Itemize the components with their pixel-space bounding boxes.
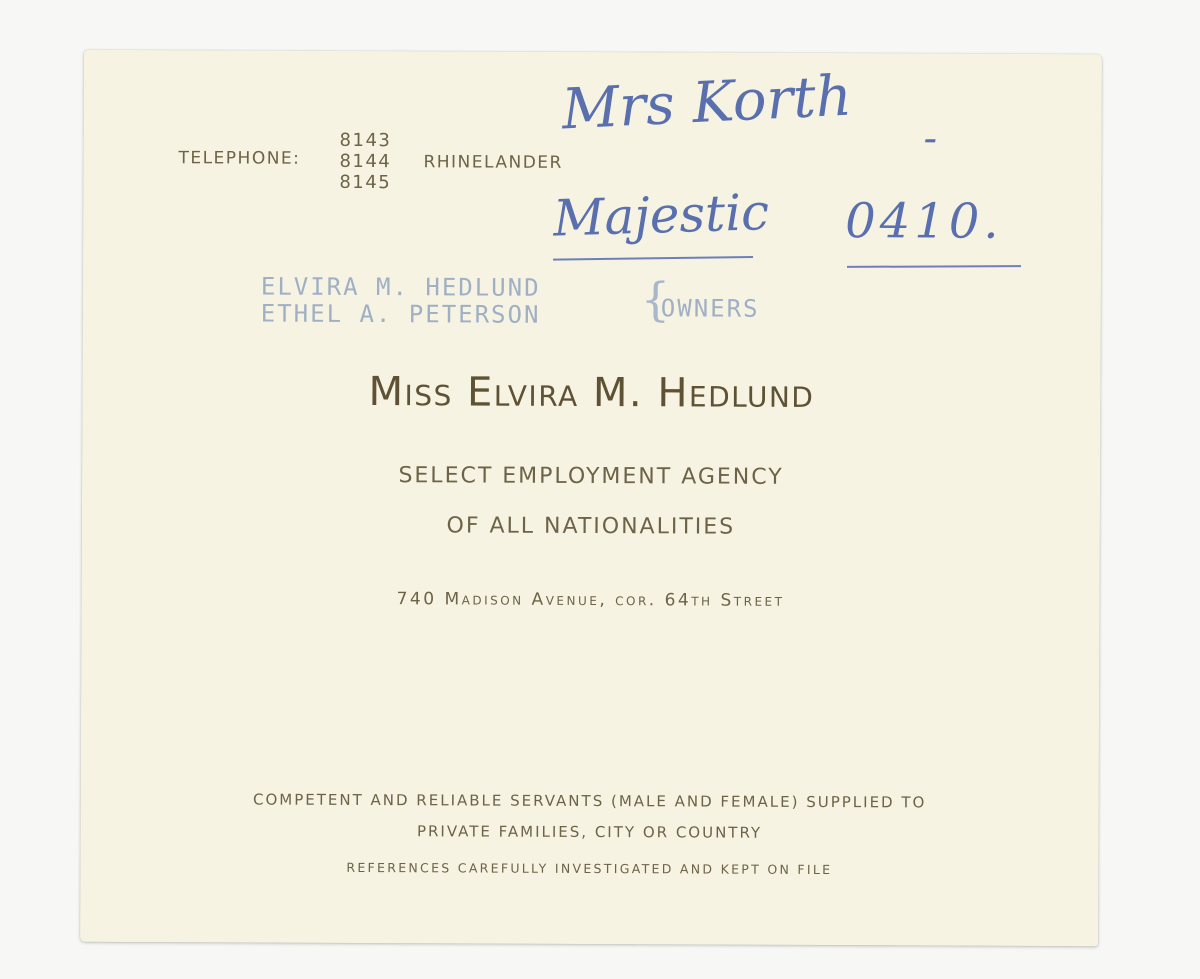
handwritten-underline: [553, 256, 753, 261]
handwritten-exchange: Majestic: [552, 183, 770, 248]
telephone-label: TELEPHONE:: [178, 148, 301, 169]
business-card: [80, 50, 1102, 946]
card-subtitle: SELECT EMPLOYMENT AGENCY: [398, 463, 784, 490]
stamp-owner-2: ETHEL A. PETERSON: [260, 299, 541, 329]
card-footer-line: COMPETENT AND RELIABLE SERVANTS (MALE AND FEMALE) SUPPLIED TO: [252, 790, 927, 812]
telephone-number: 8145: [339, 171, 392, 194]
card-footer-line: PRIVATE FAMILIES, CITY OR COUNTRY: [416, 822, 763, 842]
stamp-brace: {: [640, 272, 671, 327]
stamp-owners-label: OWNERS: [660, 294, 760, 323]
telephone-numbers: [339, 130, 391, 193]
telephone-number: 8144: [339, 150, 392, 173]
card-footer-line: REFERENCES CAREFULLY INVESTIGATED AND KEPT ON FILE: [346, 859, 833, 878]
handwritten-underline: [847, 265, 1021, 268]
card-title: Miss Elvira M. Hedlund: [368, 369, 815, 417]
card-subtitle: OF ALL NATIONALITIES: [446, 513, 736, 540]
stamp-owner-1: ELVIRA M. HEDLUND: [260, 272, 541, 302]
card-address: 740 Madison Avenue, cor. 64th Street: [396, 589, 785, 611]
handwritten-dash: -: [923, 115, 938, 162]
handwritten-number: 0410.: [845, 193, 1003, 250]
telephone-number: 8143: [339, 129, 392, 152]
handwritten-name: Mrs Korth: [560, 63, 854, 143]
telephone-exchange: RHINELANDER: [423, 152, 563, 173]
